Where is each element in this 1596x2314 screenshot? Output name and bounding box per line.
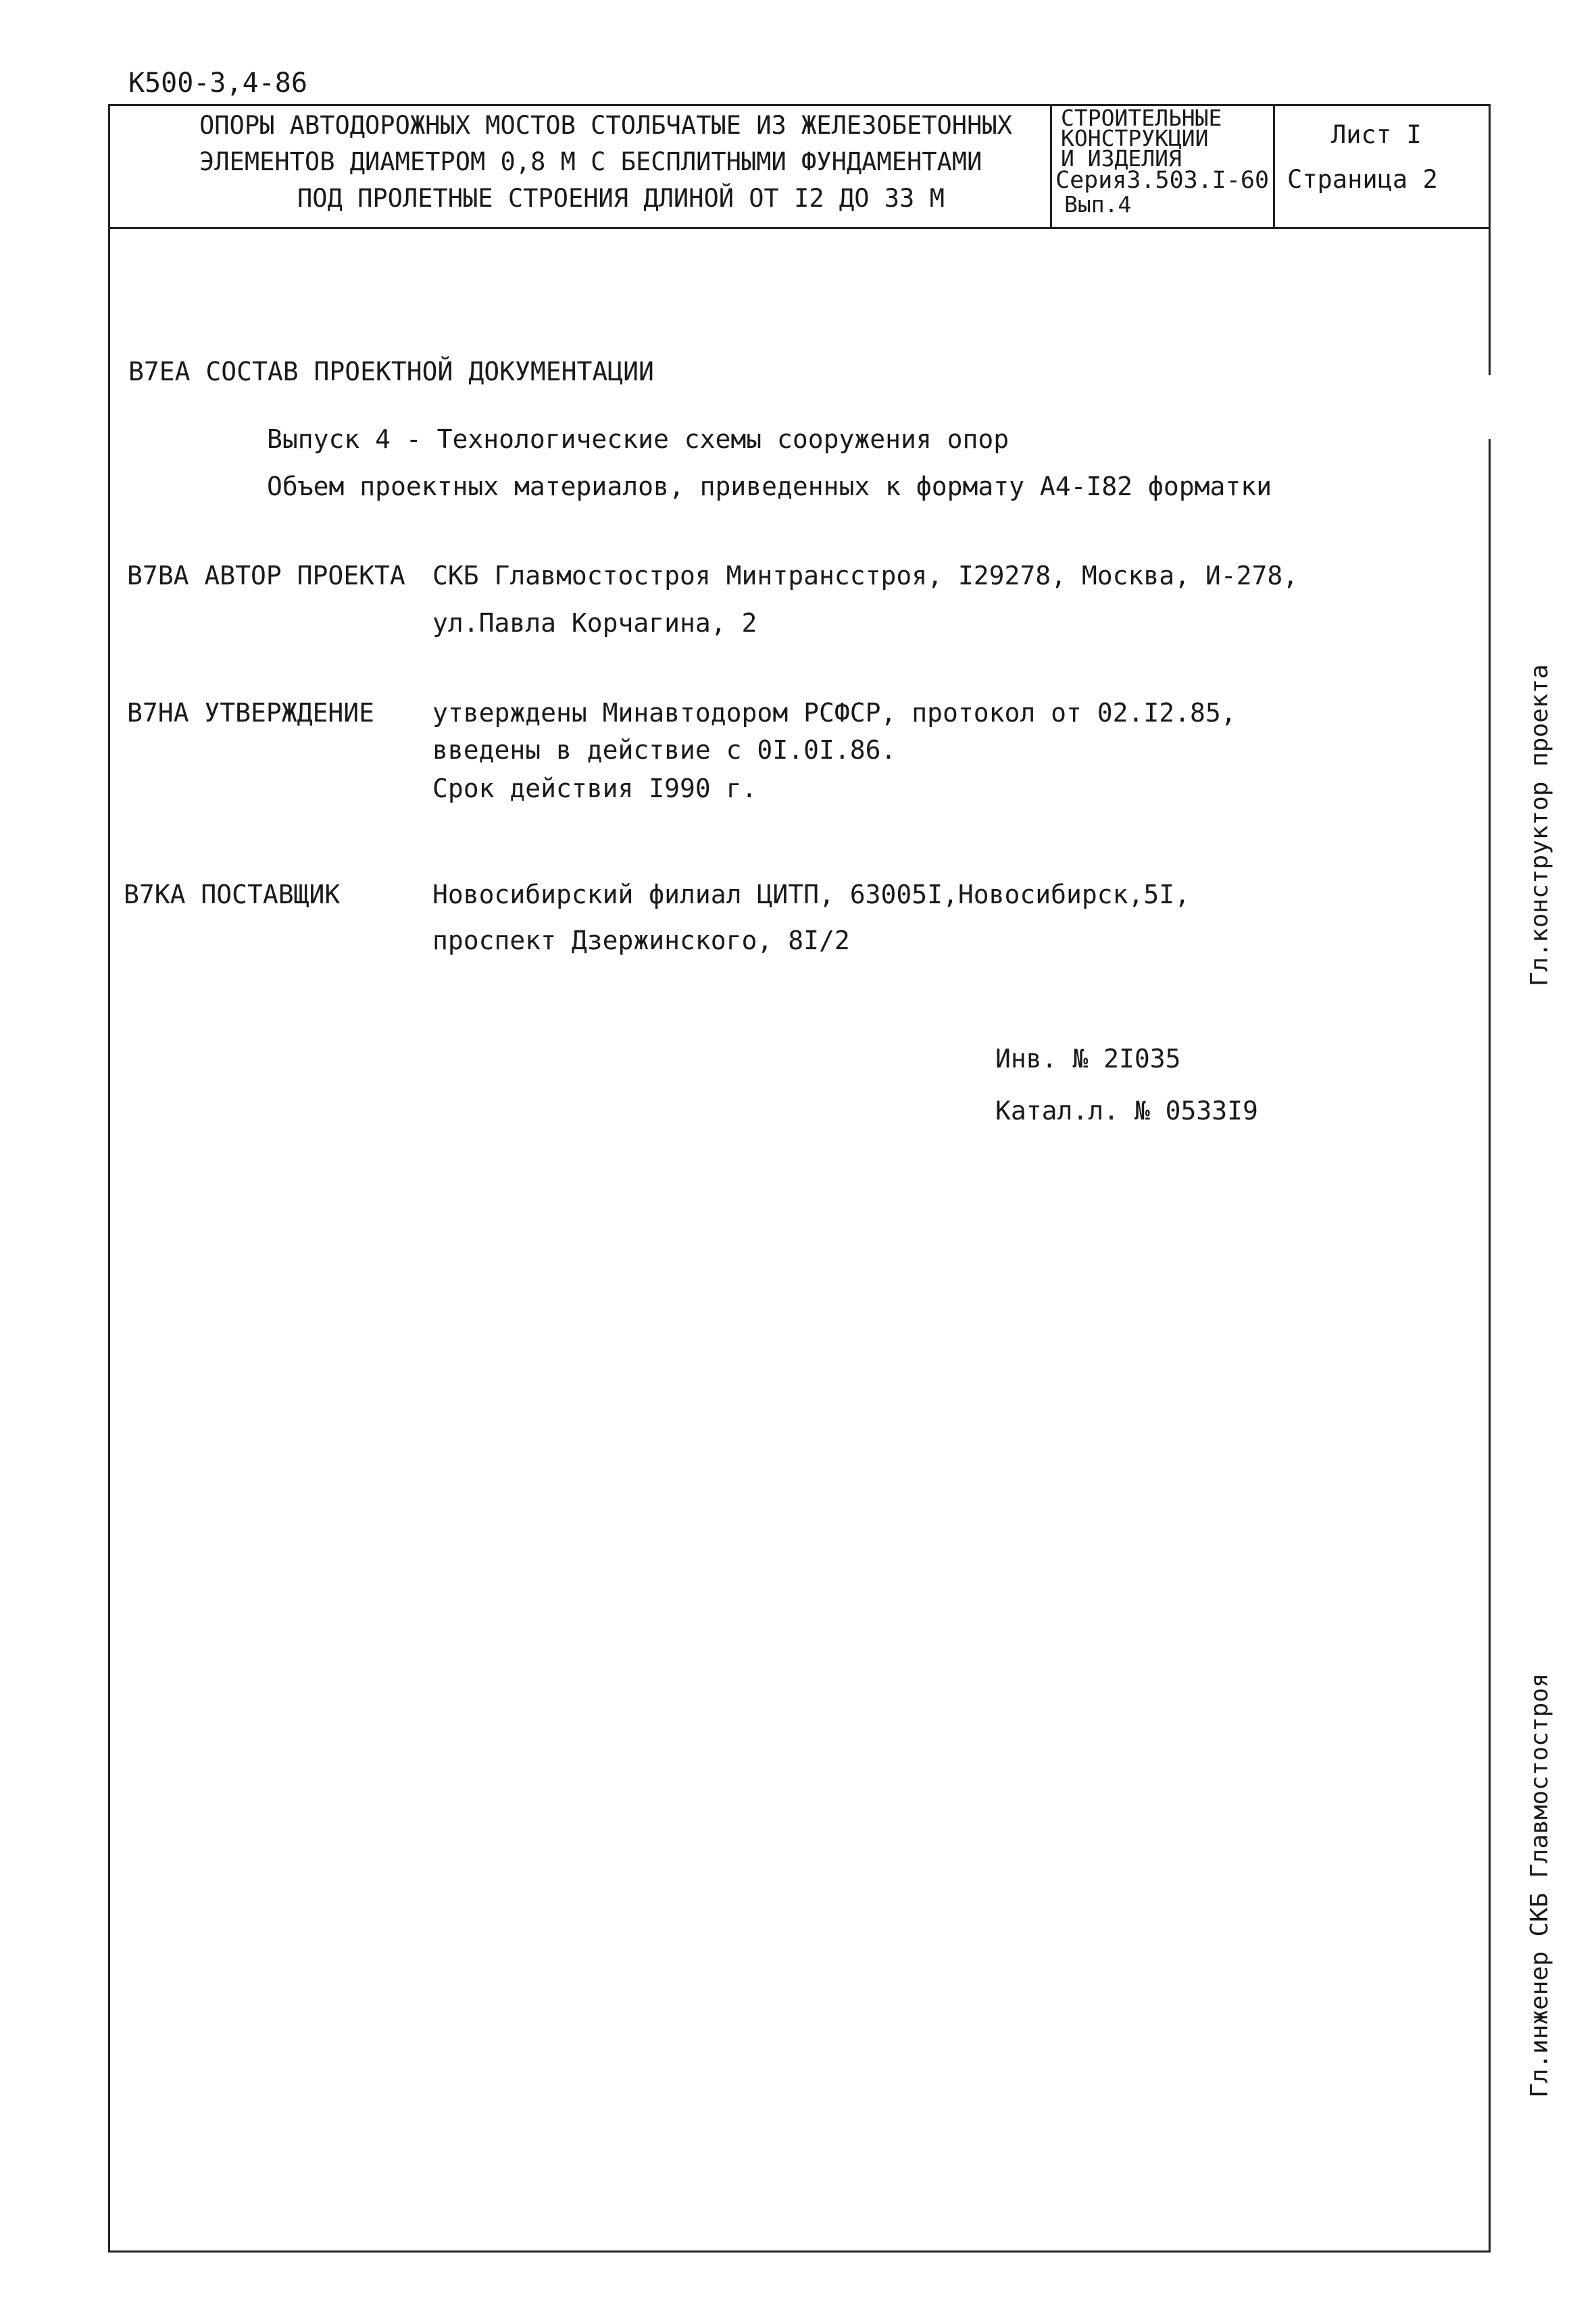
field-value-line: Срок действия I990 г. (432, 774, 757, 803)
field-label-approval: В7НА УТВЕРЖДЕНИЕ (127, 698, 375, 728)
page-number: Страница 2 (1287, 165, 1438, 194)
series-line-1: СТРОИТЕЛЬНЫЕ (1061, 105, 1222, 131)
header-divider (108, 227, 1491, 229)
field-value-line: ул.Павла Корчагина, 2 (432, 608, 757, 638)
margin-chief-constructor: Гл.конструктор проекта (1526, 664, 1553, 986)
series-line-3: И ИЗДЕЛИЯ (1061, 145, 1182, 172)
margin-chief-engineer: Гл.инженер СКБ Главмостостроя (1526, 1673, 1553, 2098)
header-column-divider (1050, 104, 1052, 228)
field-value-line: введены в действие с 0I.0I.86. (432, 735, 897, 765)
series-line-2: КОНСТРУКЦИИ (1061, 125, 1209, 151)
document-code: К500-3,4-86 (128, 68, 307, 99)
field-value-line: Выпуск 4 - Технологические схемы сооружения опор (267, 424, 1009, 454)
series-number: Серия3.503.I-60 (1055, 167, 1270, 194)
sheet-number: Лист I (1331, 120, 1422, 149)
frame-gap (1484, 375, 1495, 439)
field-value-line: СКБ Главмостостроя Минтрансстроя, I29278, Москва, И-278, (432, 561, 1299, 590)
document-title-line-3: ПОД ПРОЛЕТНЫЕ СТРОЕНИЯ ДЛИНОЙ ОТ I2 ДО 33 М (297, 184, 945, 213)
field-value-line: проспект Дзержинского, 8I/2 (432, 926, 850, 955)
header-column-divider (1273, 104, 1275, 228)
field-label-author: В7ВА АВТОР ПРОЕКТА (127, 561, 405, 590)
document-title-line-2: ЭЛЕМЕНТОВ ДИАМЕТРОМ 0,8 М С БЕСПЛИТНЫМИ ФУНДАМЕНТАМИ (199, 147, 982, 176)
field-value-line: утверждены Минавтодором РСФСР, протокол от 02.I2.85, (432, 698, 1237, 728)
field-value-line: Новосибирский филиал ЦИТП, 63005I,Новосибирск,5I, (432, 880, 1191, 909)
inventory-number: Инв. № 2I035 (995, 1044, 1181, 1074)
catalog-number: Катал.л. № 0533I9 (995, 1096, 1258, 1126)
field-value-line: Объем проектных материалов, приведенных к формату А4-I82 форматки (267, 472, 1272, 501)
issue-number: Вып.4 (1064, 191, 1132, 218)
field-label-supplier: В7КА ПОСТАВЩИК (124, 880, 341, 909)
field-label-documentation: В7ЕА СОСТАВ ПРОЕКТНОЙ ДОКУМЕНТАЦИИ (128, 357, 654, 386)
document-title-line-1: ОПОРЫ АВТОДОРОЖНЫХ МОСТОВ СТОЛБЧАТЫЕ ИЗ ЖЕЛЕЗОБЕТОННЫХ (199, 111, 1012, 140)
